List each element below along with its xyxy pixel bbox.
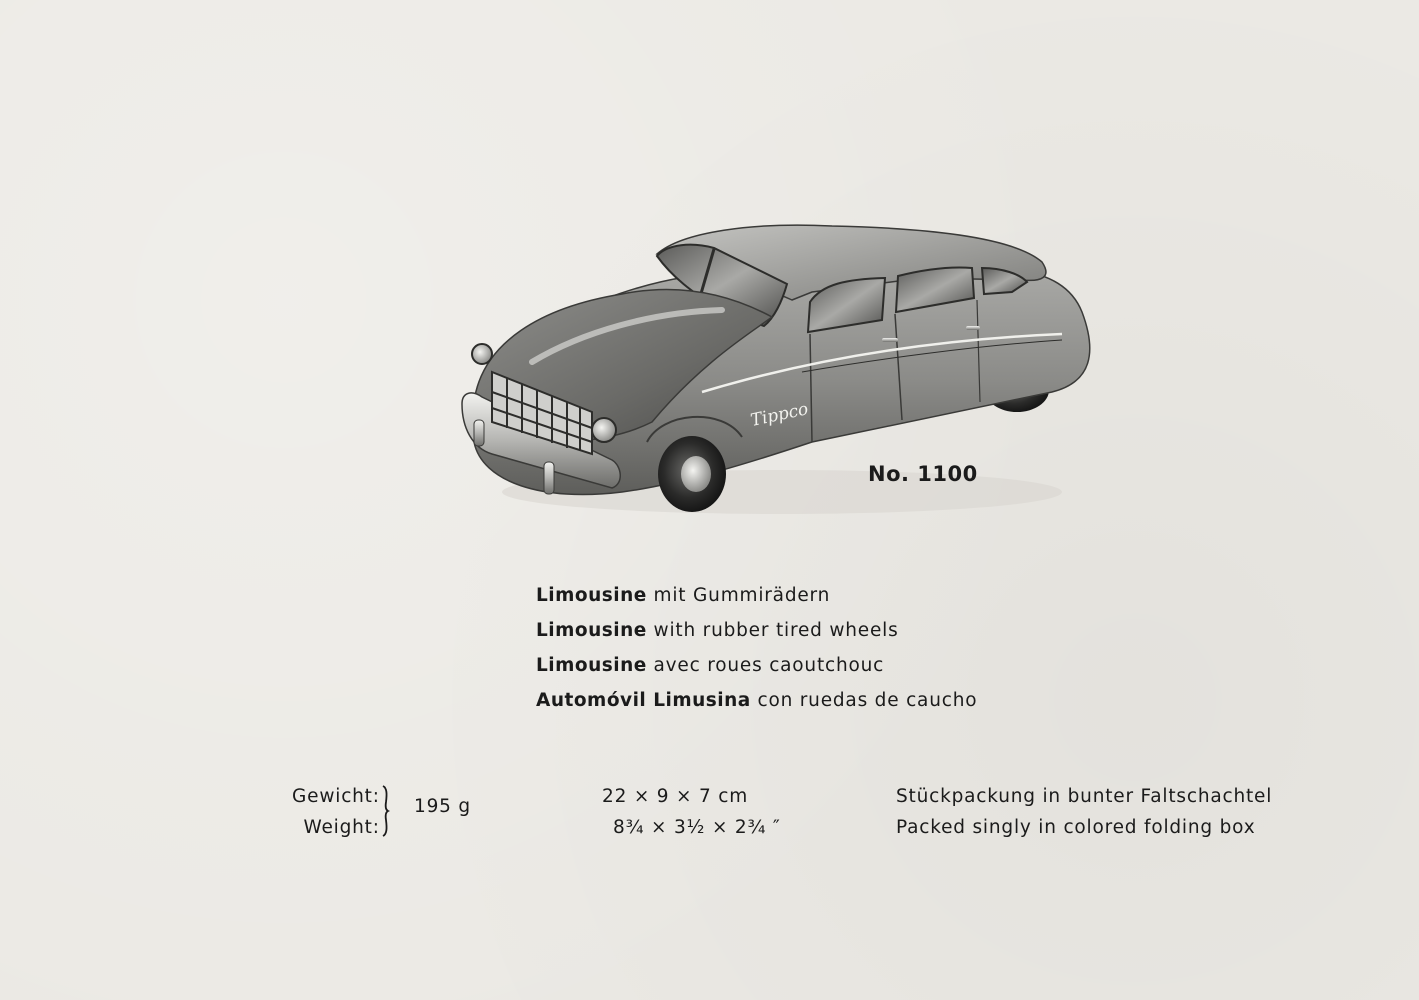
packing-info (896, 781, 1272, 843)
description-text: with rubber tired wheels (646, 620, 899, 641)
description-text: con ruedas de caucho (750, 690, 978, 711)
packing-german: Stückpackung in bunter Faltschachtel (896, 786, 1273, 807)
dimensions-metric: 22 × 9 × 7 cm (602, 786, 749, 807)
dimensions-imperial: 8¾ × 3½ × 2¾ ″ (613, 817, 781, 838)
model-number: No. 1100 (868, 462, 978, 486)
description-english (536, 613, 977, 648)
weight-value: 195 g (414, 796, 471, 817)
brace-icon (379, 784, 393, 838)
weight-label-german: Gewicht: (292, 786, 380, 807)
description-french (536, 648, 977, 683)
weight-label-english: Weight: (303, 817, 380, 838)
description-text: avec roues caoutchouc (646, 655, 885, 676)
car-illustration (452, 222, 1097, 522)
description-text: mit Gummirädern (646, 585, 831, 606)
description-german (536, 578, 977, 613)
description-bold: Limousine (536, 585, 647, 606)
dimensions (602, 781, 781, 843)
description-bold: Automóvil Limusina (536, 690, 751, 711)
packing-english: Packed singly in colored folding box (896, 817, 1256, 838)
description-spanish (536, 683, 977, 718)
description-block (536, 578, 977, 718)
logo-script: Tippco (748, 399, 811, 431)
description-bold: Limousine (536, 655, 647, 676)
weight-labels (292, 781, 380, 843)
description-bold: Limousine (536, 620, 647, 641)
